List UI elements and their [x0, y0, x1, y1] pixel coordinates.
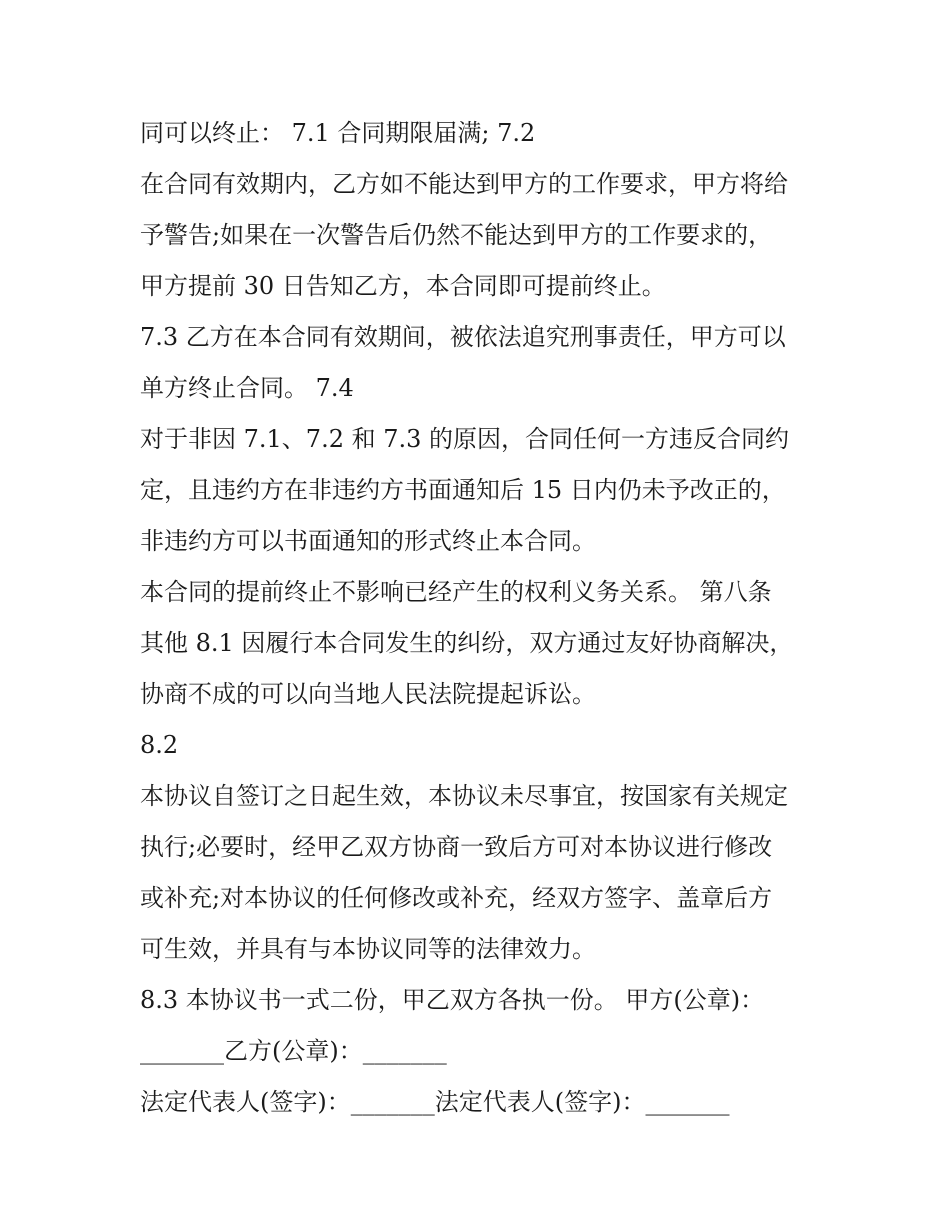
signature-line: 法定代表人(签字)：_______法定代表人(签字)：_______	[140, 1088, 730, 1116]
text-line: 7.3 乙方在本合同有效期间，被依法追究刑事责任，甲方可以	[140, 323, 786, 351]
text-line: 8.3 本协议书一式二份，甲乙双方各执一份。 甲方(公章)：	[140, 986, 765, 1014]
text-line: 甲方提前 30 日告知乙方，本合同即可提前终止。	[140, 272, 666, 300]
text-line: 对于非因 7.1、7.2 和 7.3 的原因，合同任何一方违反合同约	[140, 425, 790, 453]
text-line: 协商不成的可以向当地人民法院提起诉讼。	[140, 680, 596, 708]
text-line: 执行;必要时，经甲乙双方协商一致后方可对本协议进行修改	[140, 833, 773, 861]
text-line: 其他 8.1 因履行本合同发生的纠纷，双方通过友好协商解决，	[140, 629, 794, 657]
text-line: 或补充;对本协议的任何修改或补充，经双方签字、盖章后方	[140, 884, 773, 912]
text-line: 在合同有效期内，乙方如不能达到甲方的工作要求，甲方将给	[140, 170, 788, 198]
signature-line: _______乙方(公章)：_______	[140, 1037, 447, 1065]
text-line: 可生效，并具有与本协议同等的法律效力。	[140, 935, 596, 963]
text-line: 单方终止合同。 7.4	[140, 374, 354, 402]
text-line: 同可以终止： 7.1 合同期限届满; 7.2	[140, 119, 536, 147]
text-line: 定，且违约方在非违约方书面通知后 15 日内仍未予改正的，	[140, 476, 786, 504]
contract-text	[140, 108, 840, 1128]
text-line: 非违约方可以书面通知的形式终止本合同。	[140, 527, 596, 555]
text-line: 本协议自签订之日起生效，本协议未尽事宜，按国家有关规定	[140, 782, 788, 810]
text-line: 8.2	[140, 731, 179, 759]
text-line: 予警告;如果在一次警告后仍然不能达到甲方的工作要求的，	[140, 221, 773, 249]
text-line: 本合同的提前终止不影响已经产生的权利义务关系。 第八条	[140, 578, 772, 606]
